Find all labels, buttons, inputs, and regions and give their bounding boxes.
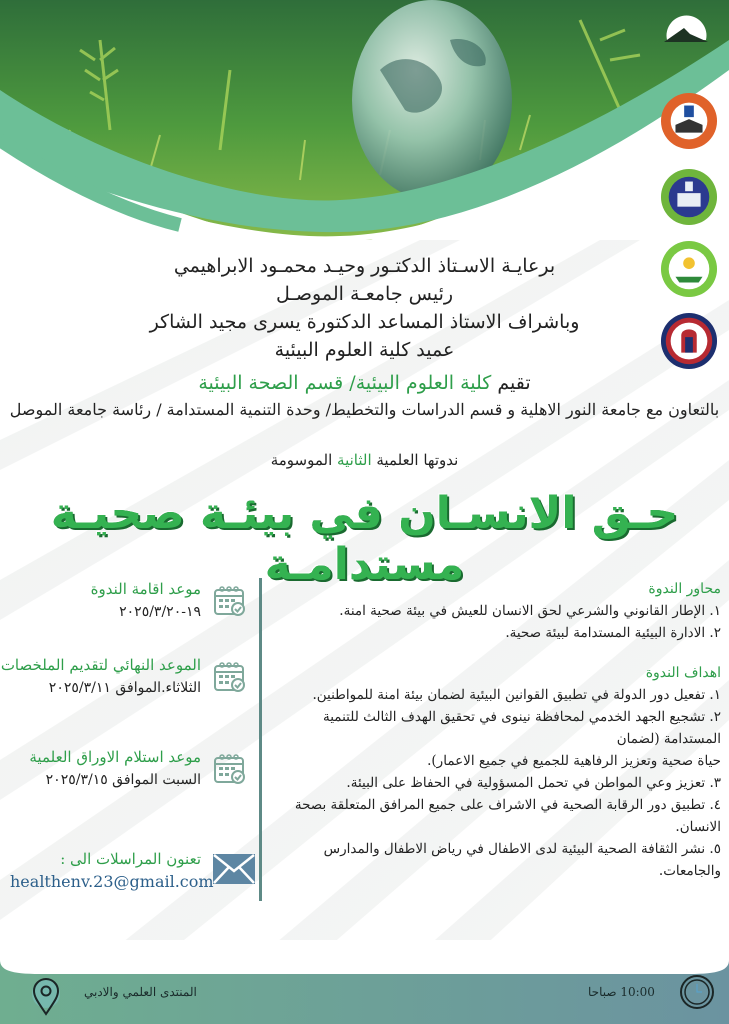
date-label: موعد اقامة الندوة bbox=[90, 580, 201, 598]
university-of-mosul-logo bbox=[660, 92, 718, 150]
symposium-ordinal: الثانية bbox=[337, 451, 372, 469]
column-divider bbox=[259, 578, 262, 901]
patronage-line-3: وباشراف الاستاذ المساعد الدكتورة يسرى مجيد الشاكر bbox=[149, 311, 580, 333]
date-value: السبت الموافق ٢٠٢٥/٣/١٥ bbox=[45, 772, 201, 788]
contact-label: تعنون المراسلات الى : bbox=[60, 850, 201, 868]
goals-item: ٢. تشجيع الجهد الخدمي لمحافظة نينوى في تحقيق الهدف الثالث للتنمية المستدامة (لضمان bbox=[322, 709, 721, 747]
goals-heading: اهداف الندوة bbox=[645, 665, 721, 681]
college-of-environmental-sciences-logo bbox=[660, 168, 718, 226]
date-label: موعد استلام الاوراق العلمية bbox=[29, 748, 201, 766]
date-block-papers bbox=[8, 748, 253, 808]
contact-email[interactable]: healthenv.23@gmail.com bbox=[10, 872, 214, 891]
footer-venue: المنتدى العلمي والادبي bbox=[84, 985, 197, 999]
date-block-abstracts bbox=[0, 656, 253, 716]
cooperation-line: بالتعاون مع جامعة النور الاهلية و قسم الدراسات والتخطيط/ وحدة التنمية المستدامة / رئاسة جامعة الموصل bbox=[9, 400, 720, 419]
symposium-title: حـق الانسـان في بيئـة صحيـة مستدامـة bbox=[50, 488, 679, 590]
patronage-block bbox=[0, 252, 729, 364]
date-label: الموعد النهائي لتقديم الملخصات bbox=[0, 656, 201, 674]
patronage-line-1: برعايـة الاسـتاذ الدكتـور وحيـد محمـود الابراهيمي bbox=[173, 255, 556, 277]
axes-item: ١. الإطار القانوني والشرعي لحق الانسان للعيش في بيئة صحية امنة. bbox=[339, 603, 721, 619]
symposium-post: الموسومة bbox=[270, 451, 333, 469]
date-value: ١٩-٢٠٢٥/٣/٢٠ bbox=[119, 604, 201, 620]
date-block-symposium bbox=[8, 580, 253, 640]
calendar-check-icon bbox=[213, 752, 247, 786]
goals-item: ٤. تطبيق دور الرقابة الصحية في الاشراف على جميع المرافق المتعلقة بصحة الانسان. bbox=[294, 797, 721, 835]
envelope-icon bbox=[213, 854, 255, 884]
calendar-check-icon bbox=[213, 584, 247, 618]
contact-block bbox=[8, 850, 253, 900]
symposium-intro bbox=[0, 451, 729, 469]
axes-item: ٢. الادارة البيئية المستدامة لبيئة صحية. bbox=[505, 625, 721, 641]
organizer-prefix: تقيم bbox=[497, 372, 531, 394]
patronage-line-4: عميد كلية العلوم البيئية bbox=[274, 339, 455, 361]
header-nature-photo bbox=[0, 0, 729, 240]
date-value: الثلاثاء.الموافق ٢٠٢٥/٣/١١ bbox=[48, 680, 201, 696]
goals-item: ٥. نشر الثقافة الصحية البيئية لدى الاطفال في رياض الاطفال والمدارس والجامعات. bbox=[323, 841, 721, 879]
goals-item: ١. تفعيل دور الدولة في تطبيق القوانين البيئية لضمان بيئة امنة للمواطنين. bbox=[312, 687, 721, 703]
footer-band bbox=[0, 940, 729, 1024]
organizer-highlight: كلية العلوم البيئية/ قسم الصحة البيئية bbox=[198, 372, 492, 394]
patronage-line-2: رئيس جامعـة الموصـل bbox=[275, 283, 454, 305]
organizer-line bbox=[0, 372, 729, 394]
goals-item: حياة صحية وتعزيز الرفاهية للجميع في جميع الاعمار). bbox=[427, 753, 721, 769]
symposium-pre: ندوتها العلمية bbox=[376, 451, 459, 469]
axes-heading: محاور الندوة bbox=[648, 581, 721, 597]
calendar-check-icon bbox=[213, 660, 247, 694]
goals-item: ٣. تعزيز وعي المواطن في تحمل المسؤولية في الحفاظ على البيئة. bbox=[346, 775, 721, 791]
footer-time: 10:00 صباحا bbox=[588, 985, 655, 999]
topics-column bbox=[275, 578, 721, 882]
